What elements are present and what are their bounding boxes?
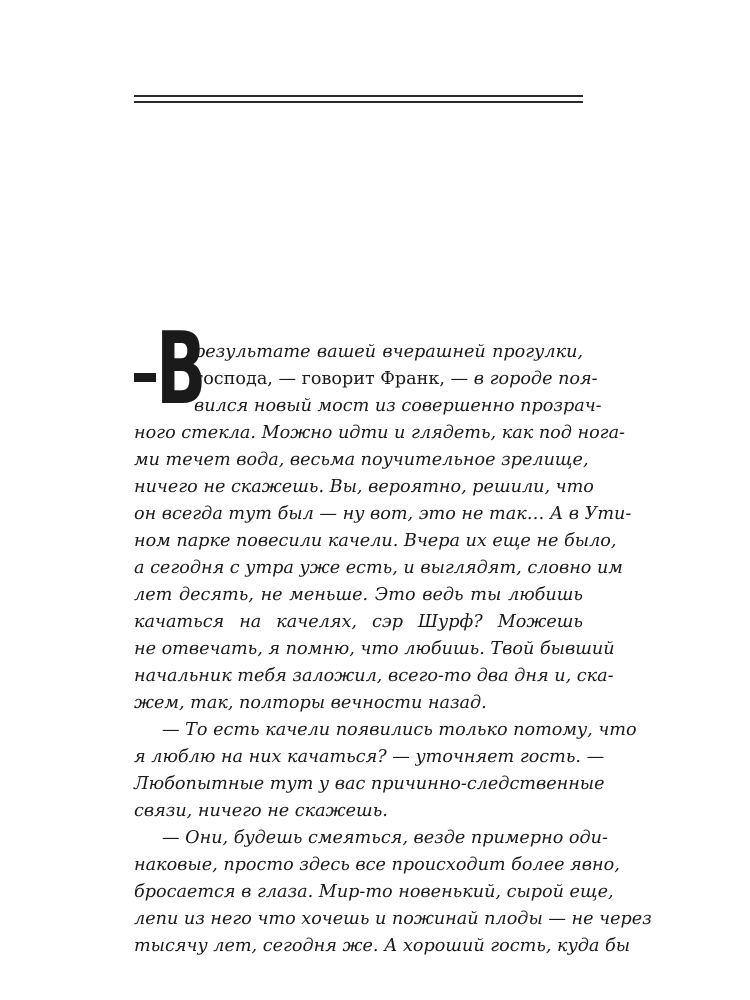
header-rule-top <box>134 95 583 97</box>
text-line-8: ном парке повесили качели. Вчера их еще не было, <box>134 531 617 551</box>
text-line-2: господа, — говорит Франк, — в городе поя- <box>194 369 598 389</box>
text-line-14: жем, так, полторы вечности назад. <box>134 693 487 713</box>
text-line-4: ного стекла. Можно идти и глядеть, как под нога- <box>134 423 626 443</box>
drop-cap-letter: В <box>156 310 207 427</box>
text-line-19: — Они, будешь смеяться, везде примерно оди- <box>162 828 608 848</box>
text-line-22: лепи из него что хочешь и пожинай плоды — не через <box>134 909 652 929</box>
text-line-12: не отвечать, я помню, что любишь. Твой бывший <box>134 639 615 659</box>
text-line-17: Любопытные тут у вас причинно-следственные <box>134 774 605 794</box>
text-line-3: вился новый мост из совершенно прозрач- <box>194 396 602 416</box>
text-line-13: начальник тебя заложил, всего-то два дня и, ска- <box>134 666 614 686</box>
text-line-6: ничего не скажешь. Вы, вероятно, решили, что <box>134 477 594 497</box>
text-line-7: он всегда тут был — ну вот, это не так… А в Ути- <box>134 504 632 524</box>
text-line-1: результате вашей вчерашней прогулки, <box>194 342 583 362</box>
text-line-20: наковые, просто здесь все происходит более явно, <box>134 855 620 875</box>
text-line-5: ми течет вода, весьма поучительное зрелище, <box>134 450 589 470</box>
text-line-23: тысячу лет, сегодня же. А хороший гость, куда бы <box>134 936 631 956</box>
text-line-15: — То есть качели появились только потому, что <box>162 720 637 740</box>
text-line-18: связи, ничего не скажешь. <box>134 801 388 821</box>
body-text <box>134 339 652 960</box>
text-line-16: я люблю на них качаться? — уточняет гость. — <box>134 747 605 767</box>
text-line-11: качаться на качелях, сэр Шурф? Можешь <box>134 612 583 632</box>
text-line-9: а сегодня с утра уже есть, и выглядят, словно им <box>134 558 623 578</box>
text-line-10: лет десять, не меньше. Это ведь ты любишь <box>134 585 583 605</box>
text-line-21: бросается в глаза. Мир-то новенький, сырой еще, <box>134 882 614 902</box>
header-rule-bottom <box>134 101 583 103</box>
